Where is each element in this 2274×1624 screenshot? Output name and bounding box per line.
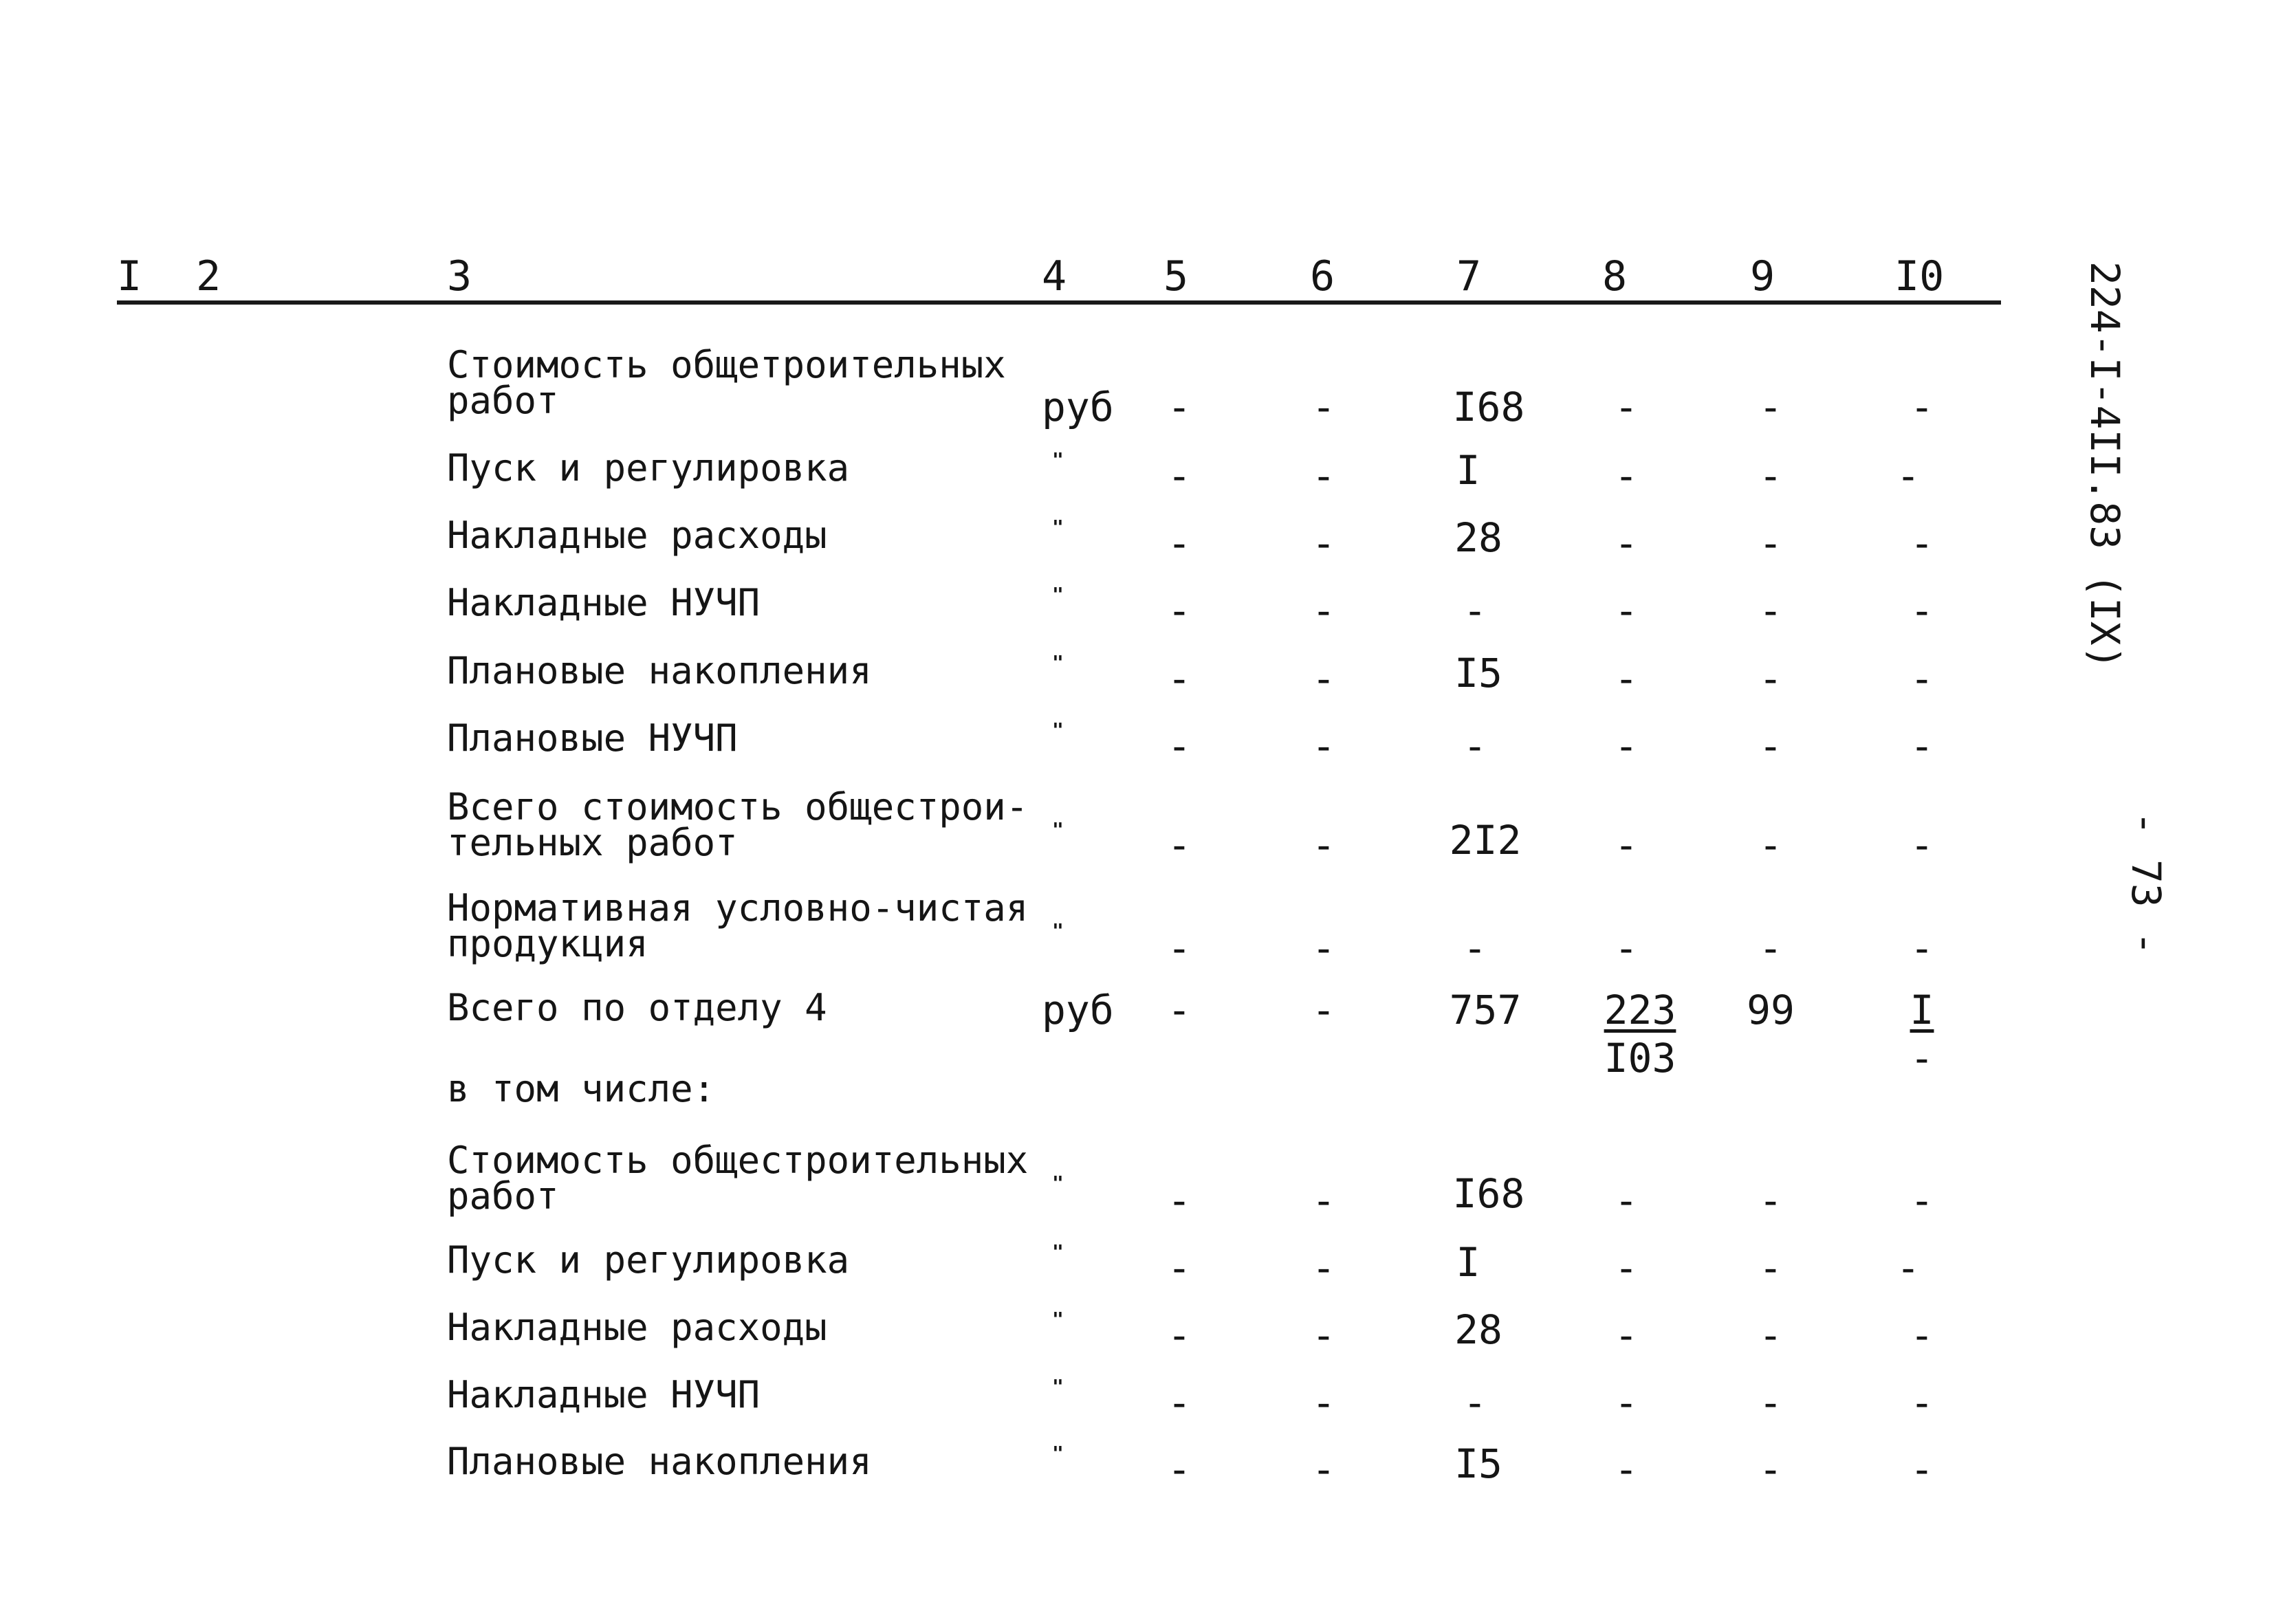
- unit-cell: руб: [1042, 384, 1114, 430]
- cell-6: -: [1311, 1177, 1336, 1224]
- cell-7: -: [1463, 925, 1487, 972]
- cell-10: -: [1910, 655, 1934, 702]
- row-name: Всего по отделу 4: [447, 986, 827, 1029]
- row-name: Нормативная условно-чистая продукция: [447, 886, 1029, 965]
- header-rule: [117, 300, 2001, 305]
- cell-7: I5: [1454, 650, 1502, 696]
- cell-9: -: [1758, 1312, 1783, 1359]
- row-name: Плановые накопления: [447, 1440, 872, 1483]
- cell-9: -: [1758, 384, 1783, 430]
- row-name: Накладные НУЧП: [447, 1373, 761, 1416]
- cell-6: -: [1311, 987, 1336, 1033]
- cell-5: -: [1167, 587, 1192, 634]
- cell-5: -: [1167, 1379, 1192, 1426]
- cell-7: 28: [1454, 1306, 1502, 1353]
- col-6-label: 6: [1310, 252, 1335, 300]
- cell-6: -: [1311, 1379, 1336, 1426]
- cell-6: -: [1311, 452, 1336, 499]
- subheading: в том числе:: [447, 1067, 716, 1110]
- cell-9: -: [1758, 925, 1783, 972]
- cell-5: -: [1167, 1177, 1192, 1224]
- cell-5: -: [1167, 1446, 1192, 1493]
- cell-9: -: [1758, 723, 1783, 769]
- row-name: Всего стоимость общестрои- тельных работ: [447, 785, 1029, 864]
- cell-7: -: [1463, 587, 1487, 634]
- unit-cell: ": [1052, 651, 1064, 674]
- cell-10: -: [1910, 1177, 1934, 1224]
- unit-cell: ": [1052, 718, 1064, 741]
- row-name: Плановые накопления: [447, 649, 872, 692]
- col-7-label: 7: [1456, 252, 1482, 300]
- cell-9: -: [1758, 1379, 1783, 1426]
- cell-9: -: [1758, 1244, 1783, 1291]
- cell-8: -: [1614, 1244, 1639, 1291]
- cell-6: -: [1311, 822, 1336, 868]
- cell-10-numerator: I: [1910, 987, 1934, 1033]
- cell-6: -: [1311, 520, 1336, 567]
- cell-8: -: [1614, 384, 1639, 430]
- cell-8: -: [1614, 822, 1639, 868]
- cell-7: 28: [1454, 514, 1502, 561]
- cell-8: -: [1614, 723, 1639, 769]
- col-1-label: I: [117, 252, 142, 300]
- cell-10: -: [1910, 1312, 1934, 1359]
- col-9-label: 9: [1750, 252, 1775, 300]
- cell-9: -: [1758, 587, 1783, 634]
- cell-7: 757: [1449, 987, 1522, 1033]
- cell-5: -: [1167, 384, 1192, 430]
- cell-9: -: [1758, 655, 1783, 702]
- cell-8: -: [1614, 587, 1639, 634]
- cell-8: -: [1614, 1312, 1639, 1359]
- cell-7: I: [1456, 447, 1480, 494]
- cell-7: -: [1463, 723, 1487, 769]
- cell-7: I5: [1454, 1440, 1502, 1487]
- col-2-label: 2: [196, 252, 221, 300]
- cell-10: -: [1896, 452, 1921, 499]
- cell-9: -: [1758, 1177, 1783, 1224]
- cell-9: -: [1758, 1446, 1783, 1493]
- unit-cell: ": [1052, 516, 1064, 538]
- cell-5: -: [1167, 723, 1192, 769]
- unit-cell: ": [1052, 448, 1064, 471]
- unit-cell: ": [1052, 1172, 1064, 1194]
- cell-10: -: [1910, 384, 1934, 430]
- cell-10: -: [1910, 822, 1934, 868]
- cell-5: -: [1167, 1244, 1192, 1291]
- unit-cell: ": [1052, 1375, 1064, 1398]
- cell-10: -: [1896, 1244, 1921, 1291]
- cell-7: I68: [1452, 1170, 1525, 1217]
- cell-5: -: [1167, 987, 1192, 1033]
- cell-8-denominator: I03: [1604, 1035, 1676, 1082]
- cell-10: -: [1910, 1379, 1934, 1426]
- cell-7: -: [1463, 1379, 1487, 1426]
- row-name: Стоимость общестроительных работ: [447, 1139, 1029, 1218]
- page-number: - 73 -: [2123, 811, 2169, 956]
- cell-10: -: [1910, 520, 1934, 567]
- unit-cell: ": [1052, 818, 1064, 841]
- cell-10-denominator: -: [1910, 1035, 1934, 1082]
- cell-7: I: [1456, 1239, 1480, 1286]
- cell-9: 99: [1747, 987, 1795, 1033]
- cell-6: -: [1311, 925, 1336, 972]
- cell-5: -: [1167, 452, 1192, 499]
- cell-8: -: [1614, 520, 1639, 567]
- cell-7: 2I2: [1449, 817, 1522, 864]
- cell-8: -: [1614, 1177, 1639, 1224]
- cell-8: -: [1614, 1446, 1639, 1493]
- cell-8-numerator: 223: [1604, 987, 1676, 1033]
- col-4-label: 4: [1042, 252, 1067, 300]
- cell-5: -: [1167, 925, 1192, 972]
- row-name: Накладные расходы: [447, 1306, 827, 1349]
- row-name: Плановые НУЧП: [447, 716, 738, 760]
- row-name: Пуск и регулировка: [447, 446, 850, 490]
- col-3-label: 3: [447, 252, 472, 300]
- document-code: 224-I-4II.83 (IX): [2081, 261, 2128, 670]
- cell-6: -: [1311, 1312, 1336, 1359]
- cell-5: -: [1167, 822, 1192, 868]
- cell-9: -: [1758, 452, 1783, 499]
- cell-10: -: [1910, 1446, 1934, 1493]
- cell-8: -: [1614, 452, 1639, 499]
- cell-6: -: [1311, 1244, 1336, 1291]
- cell-6: -: [1311, 384, 1336, 430]
- cell-9: -: [1758, 822, 1783, 868]
- unit-cell: ": [1052, 1240, 1064, 1263]
- unit-cell: ": [1052, 919, 1064, 942]
- unit-cell: ": [1052, 1308, 1064, 1330]
- col-10-label: I0: [1894, 252, 1945, 300]
- cell-8: -: [1614, 655, 1639, 702]
- unit-cell: ": [1052, 1442, 1064, 1464]
- cell-7: I68: [1452, 384, 1525, 430]
- cell-5: -: [1167, 655, 1192, 702]
- cell-5: -: [1167, 520, 1192, 567]
- row-name: Стоимость общетроительных работ: [447, 343, 1006, 422]
- unit-cell: ": [1052, 583, 1064, 606]
- col-8-label: 8: [1602, 252, 1628, 300]
- cell-10: -: [1910, 723, 1934, 769]
- col-5-label: 5: [1163, 252, 1189, 300]
- cell-8: -: [1614, 925, 1639, 972]
- unit-cell: руб: [1042, 987, 1114, 1033]
- cell-9: -: [1758, 520, 1783, 567]
- cell-6: -: [1311, 655, 1336, 702]
- cell-10: -: [1910, 925, 1934, 972]
- cell-6: -: [1311, 1446, 1336, 1493]
- row-name: Накладные НУЧП: [447, 581, 761, 624]
- row-name: Накладные расходы: [447, 514, 827, 557]
- cell-10: -: [1910, 587, 1934, 634]
- cell-8: -: [1614, 1379, 1639, 1426]
- row-name: Пуск и регулировка: [447, 1238, 850, 1282]
- cell-6: -: [1311, 723, 1336, 769]
- cell-6: -: [1311, 587, 1336, 634]
- cell-5: -: [1167, 1312, 1192, 1359]
